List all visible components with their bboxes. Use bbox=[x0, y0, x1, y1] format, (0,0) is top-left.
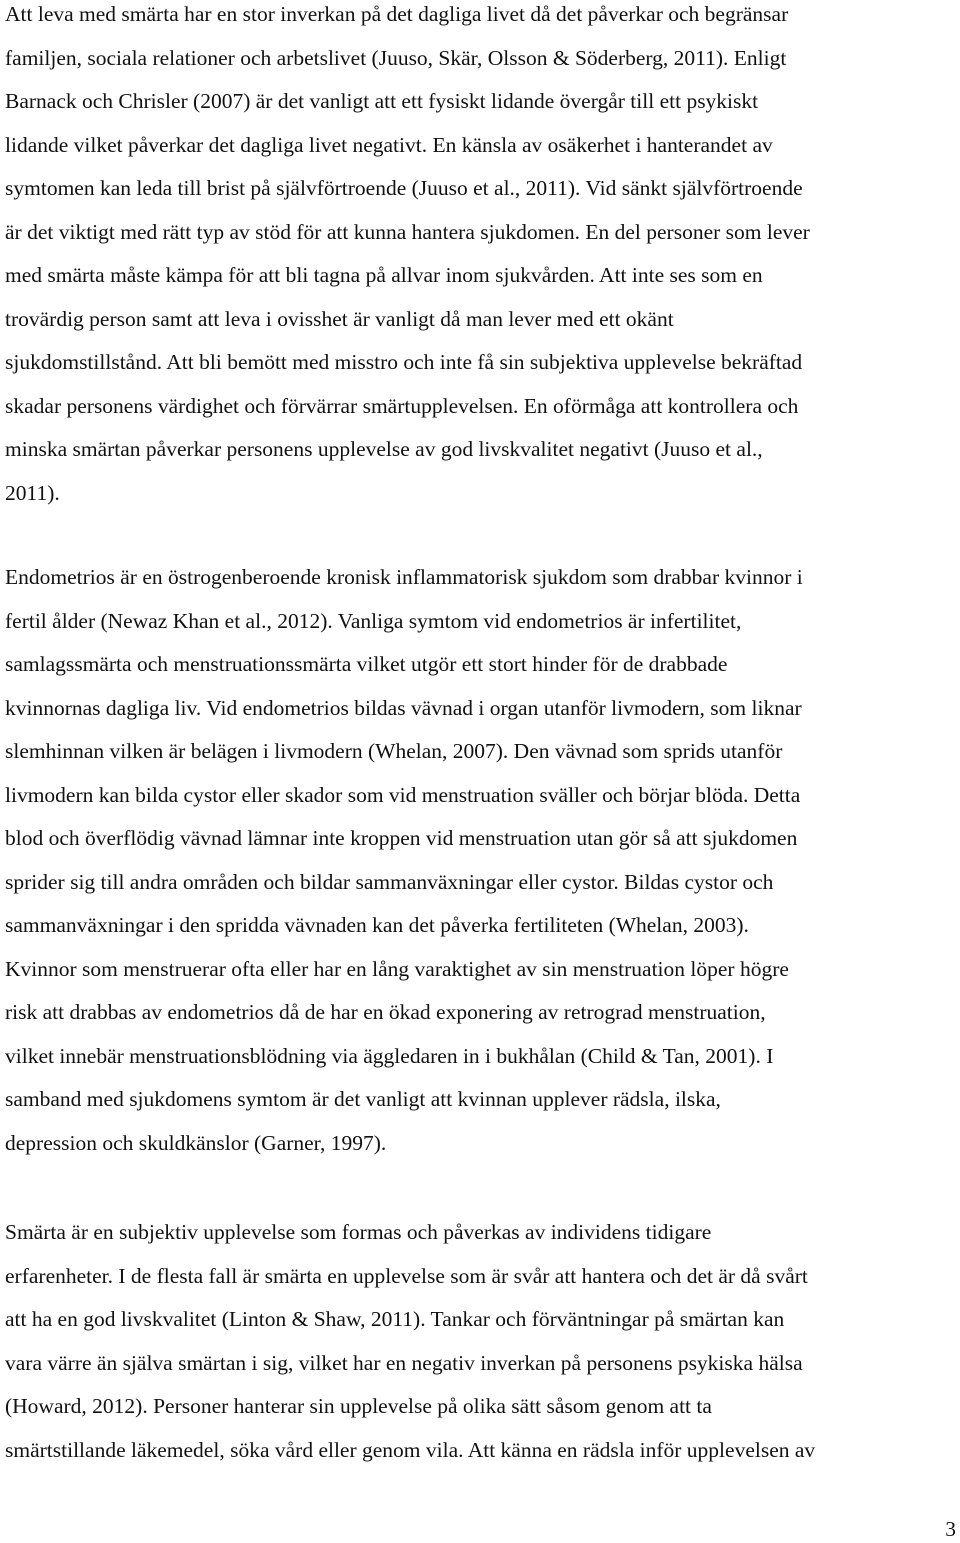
paragraph-pain-subjective: Smärta är en subjektiv upplevelse som formas och påverkas av individens tidigare erfarenheter. I de flesta fall är smärta en upplevelse som är svår att hantera och det är då svårt att ha en god livskvalitet (Linton & Shaw, 2011). Tankar och förväntningar på smärtan kan vara värre än själva smärtan i sig, vilket har en negativ inverkan på personens psykiska hälsa (Howard, 2012). Personer hanterar sin upplevelse på olika sätt såsom genom att ta smärtstillande läkemedel, söka vård eller genom vila. Att känna en rädsla inför upplevelsen av bbox=[5, 1220, 816, 1462]
paragraph-endometriosis: Endometrios är en östrogenberoende kronisk inflammatorisk sjukdom som drabbar kvinnor i fertil ålder (Newaz Khan et al., 2012). Vanliga symtom vid endometrios är infertilitet, samlagssmärta och menstruationssmärta vilket utgör ett stort hinder för de drabbade kvinnornas dagliga liv. Vid endometrios bildas vävnad i organ utanför livmodern, som liknar slemhinnan vilken är belägen i livmodern (Whelan, 2007). Den vävnad som sprids utanför livmodern kan bilda cystor eller skador som vid menstruation sväller och börjar blöda. Detta blod och överflödig vävnad lämnar inte kroppen vid menstruation utan gör så att sjukdomen sprider sig till andra områden och bildar sammanväxningar eller cystor. Bildas cystor och sammanväxningar i den spridda vävnaden kan det påverka fertiliteten (Whelan, 2003). Kvinnor som menstruerar ofta eller har en lång varaktighet av sin menstruation löper högre risk att drabbas av endometrios då de har en ökad exponering av retrograd menstruation, vilket innebär menstruationsblödning via äggledaren in i bukhålan (Child & Tan, 2001). I samband med sjukdomens symtom är det vanligt att kvinnan upplever rädsla, ilska, depression och skuldkänslor (Garner, 1997). bbox=[5, 565, 803, 1155]
paragraph-chronic-pain-impact: Att leva med smärta har en stor inverkan på det dagliga livet då det påverkar och begränsar familjen, sociala relationer och arbetslivet (Juuso, Skär, Olsson & Söderberg, 2011). Enligt Barnack och Chrisler (2007) är det vanligt att ett fysiskt lidande övergår till ett psykiskt lidande vilket påverkar det dagliga livet negativt. En känsla av osäkerhet i hanterandet av symtomen kan leda till brist på självförtroende (Juuso et al., 2011). Vid sänkt självförtroende är det viktigt med rätt typ av stöd för att kunna hantera sjukdomen. En del personer som lever med smärta måste kämpa för att bli tagna på allvar inom sjukvården. Att inte ses som en trovärdig person samt att leva i ovisshet är vanligt då man lever med ett okänt sjukdomstillstånd. Att bli bemött med misstro och inte få sin subjektiva upplevelse bekräftad skadar personens värdighet och förvärrar smärtupplevelsen. En oförmåga att kontrollera och minska smärtan påverkar personens upplevelse av god livskvalitet negativt (Juuso et al., 2011). bbox=[5, 2, 810, 505]
page-number: 3 bbox=[945, 1517, 956, 1541]
